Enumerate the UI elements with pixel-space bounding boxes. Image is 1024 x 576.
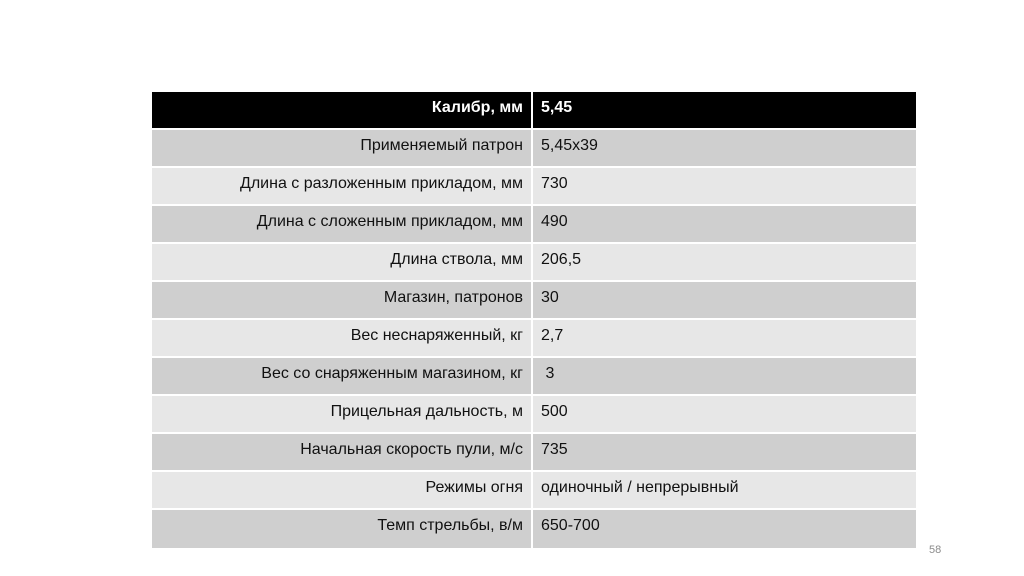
value-cell: 206,5 [541, 251, 582, 268]
value-cell: 650-700 [541, 517, 600, 534]
param-cell: Длина с разложенным прикладом, мм [152, 168, 533, 204]
value-cell: одиночный / непрерывный [541, 479, 739, 496]
table-row [152, 358, 916, 396]
param-cell: Магазин, патронов [152, 282, 533, 318]
param-cell: Применяемый патрон [152, 130, 533, 166]
value-cell: 730 [541, 175, 568, 192]
value-cell: 490 [541, 213, 568, 230]
value-cell: 2,7 [541, 327, 564, 344]
param-cell: Вес неснаряженный, кг [152, 320, 533, 356]
table-row [152, 130, 916, 168]
table-header-row [152, 92, 916, 130]
table-row [152, 472, 916, 510]
table-row [152, 244, 916, 282]
table-row [152, 282, 916, 320]
table-row [152, 434, 916, 472]
specs-table [152, 92, 916, 548]
value-cell: 5,45х39 [541, 137, 598, 154]
value-cell: 735 [541, 441, 568, 458]
param-cell: Длина с сложенным прикладом, мм [152, 206, 533, 242]
table-row [152, 320, 916, 358]
param-cell: Калибр, мм [152, 92, 533, 128]
table-row [152, 168, 916, 206]
table-row [152, 510, 916, 548]
value-cell: 3 [541, 365, 555, 382]
param-cell: Длина ствола, мм [152, 244, 533, 280]
param-cell: Вес со снаряженным магазином, кг [152, 358, 533, 394]
param-cell: Темп стрельбы, в/м [152, 510, 533, 548]
value-cell: 500 [541, 403, 568, 420]
param-cell: Начальная скорость пули, м/с [152, 434, 533, 470]
table-row [152, 206, 916, 244]
value-cell: 30 [541, 289, 559, 306]
value-cell: 5,45 [541, 99, 573, 116]
param-cell: Прицельная дальность, м [152, 396, 533, 432]
slide-number: 58 [929, 544, 942, 556]
table-row [152, 396, 916, 434]
param-cell: Режимы огня [152, 472, 533, 508]
